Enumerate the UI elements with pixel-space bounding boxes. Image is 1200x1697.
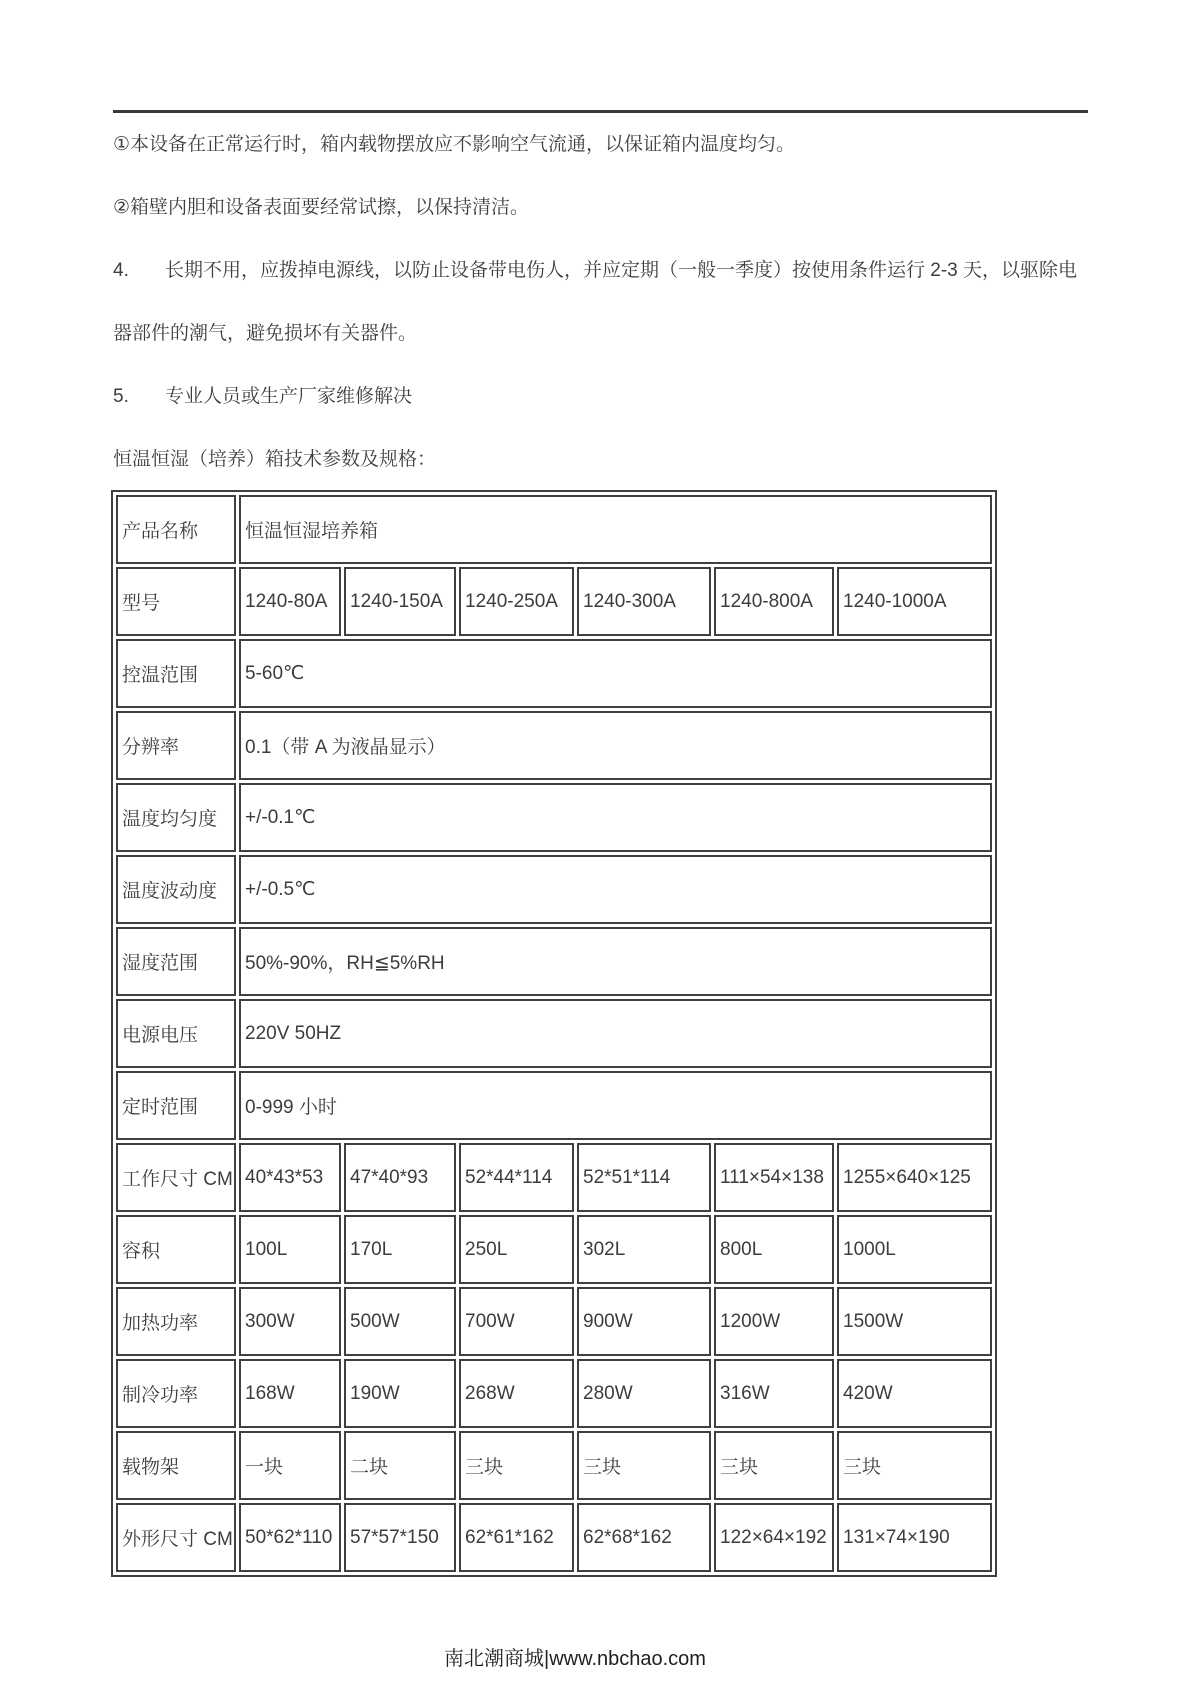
intro-item-1: ①本设备在正常运行时，箱内载物摆放应不影响空气流通，以保证箱内温度均匀。 [113, 134, 796, 155]
table-row-shelves [116, 1431, 992, 1500]
spec-cell: 250L [459, 1215, 574, 1284]
spec-cell: 170L [344, 1215, 456, 1284]
spec-value: 恒温恒湿培养箱 [239, 495, 992, 564]
spec-cell: 700W [459, 1287, 574, 1356]
spec-value: 0.1（带 A 为液晶显示） [239, 711, 992, 780]
spec-label: 载物架 [116, 1431, 236, 1500]
spec-label: 容积 [116, 1215, 236, 1284]
spec-cell: 三块 [577, 1431, 711, 1500]
spec-cell: 三块 [837, 1431, 992, 1500]
spec-cell: 800L [714, 1215, 834, 1284]
table-row-volume [116, 1215, 992, 1284]
spec-cell: 50*62*110 [239, 1503, 341, 1572]
spec-cell: 111×54×138 [714, 1143, 834, 1212]
table-row-product-name [116, 495, 992, 564]
intro-item-4-line-1 [113, 239, 1088, 302]
table-row-power-voltage [116, 999, 992, 1068]
intro-item-5-text: 专业人员或生产厂家维修解决 [165, 386, 413, 407]
spec-cell: 316W [714, 1359, 834, 1428]
spec-label: 电源电压 [116, 999, 236, 1068]
spec-cell: 一块 [239, 1431, 341, 1500]
spec-label: 定时范围 [116, 1071, 236, 1140]
spec-cell: 1240-250A [459, 567, 574, 636]
spec-cell: 40*43*53 [239, 1143, 341, 1212]
spec-value: +/-0.5℃ [239, 855, 992, 924]
table-row-temp-fluctuation [116, 855, 992, 924]
spec-cell: 100L [239, 1215, 341, 1284]
spec-cell: 三块 [459, 1431, 574, 1500]
spec-cell: 1255×640×125 [837, 1143, 992, 1212]
spec-label: 工作尺寸 CM [116, 1143, 236, 1212]
spec-value: 220V 50HZ [239, 999, 992, 1068]
intro-text [113, 113, 1088, 491]
spec-value: +/-0.1℃ [239, 783, 992, 852]
table-row-heating-power [116, 1287, 992, 1356]
footer-text: 南北潮商城|www.nbchao.com [444, 1648, 706, 1670]
spec-label: 湿度范围 [116, 927, 236, 996]
table-row-model [116, 567, 992, 636]
spec-cell: 三块 [714, 1431, 834, 1500]
spec-cell: 1200W [714, 1287, 834, 1356]
spec-cell: 190W [344, 1359, 456, 1428]
table-row-outer-size [116, 1503, 992, 1572]
spec-cell: 47*40*93 [344, 1143, 456, 1212]
spec-label: 温度均匀度 [116, 783, 236, 852]
table-row-temp-uniformity [116, 783, 992, 852]
spec-cell: 62*68*162 [577, 1503, 711, 1572]
spec-label: 制冷功率 [116, 1359, 236, 1428]
spec-cell: 1240-300A [577, 567, 711, 636]
spec-cell: 131×74×190 [837, 1503, 992, 1572]
spec-cell: 57*57*150 [344, 1503, 456, 1572]
spec-value: 50%-90%，RH≦5%RH [239, 927, 992, 996]
spec-cell: 二块 [344, 1431, 456, 1500]
spec-label: 分辨率 [116, 711, 236, 780]
spec-label: 型号 [116, 567, 236, 636]
spec-cell: 1240-1000A [837, 567, 992, 636]
spec-cell: 900W [577, 1287, 711, 1356]
spec-cell: 300W [239, 1287, 341, 1356]
table-title: 恒温恒湿（培养）箱技术参数及规格： [113, 449, 437, 470]
spec-label: 产品名称 [116, 495, 236, 564]
spec-cell: 1240-150A [344, 567, 456, 636]
spec-cell: 52*51*114 [577, 1143, 711, 1212]
spec-cell: 302L [577, 1215, 711, 1284]
spec-label: 外形尺寸 CM [116, 1503, 236, 1572]
spec-cell: 280W [577, 1359, 711, 1428]
spec-cell: 1240-800A [714, 567, 834, 636]
list-number: 5. [113, 386, 129, 407]
spec-cell: 420W [837, 1359, 992, 1428]
table-row-temp-range [116, 639, 992, 708]
spec-label: 控温范围 [116, 639, 236, 708]
spec-cell: 500W [344, 1287, 456, 1356]
table-row-resolution [116, 711, 992, 780]
table-row-cooling-power [116, 1359, 992, 1428]
spec-label: 加热功率 [116, 1287, 236, 1356]
list-number: 4. [113, 260, 129, 281]
table-row-humidity-range [116, 927, 992, 996]
spec-cell: 168W [239, 1359, 341, 1428]
table-row-timer-range [116, 1071, 992, 1140]
spec-cell: 1240-80A [239, 567, 341, 636]
spec-cell: 268W [459, 1359, 574, 1428]
spec-label: 温度波动度 [116, 855, 236, 924]
table-row-work-size [116, 1143, 992, 1212]
intro-item-5 [113, 365, 1088, 428]
spec-cell: 1000L [837, 1215, 992, 1284]
spec-table [111, 490, 997, 1577]
spec-value: 0-999 小时 [239, 1071, 992, 1140]
spec-value: 5-60℃ [239, 639, 992, 708]
spec-cell: 122×64×192 [714, 1503, 834, 1572]
spec-cell: 52*44*114 [459, 1143, 574, 1212]
spec-cell: 1500W [837, 1287, 992, 1356]
intro-item-4-line-2: 器部件的潮气，避免损坏有关器件。 [113, 323, 418, 344]
intro-item-4-text-1: 长期不用，应拨掉电源线，以防止设备带电伤人，并应定期（一般一季度）按使用条件运行 2-3 天，以驱除电 [165, 260, 1078, 281]
intro-item-2: ②箱壁内胆和设备表面要经常试擦，以保持清洁。 [113, 197, 530, 218]
spec-cell: 62*61*162 [459, 1503, 574, 1572]
